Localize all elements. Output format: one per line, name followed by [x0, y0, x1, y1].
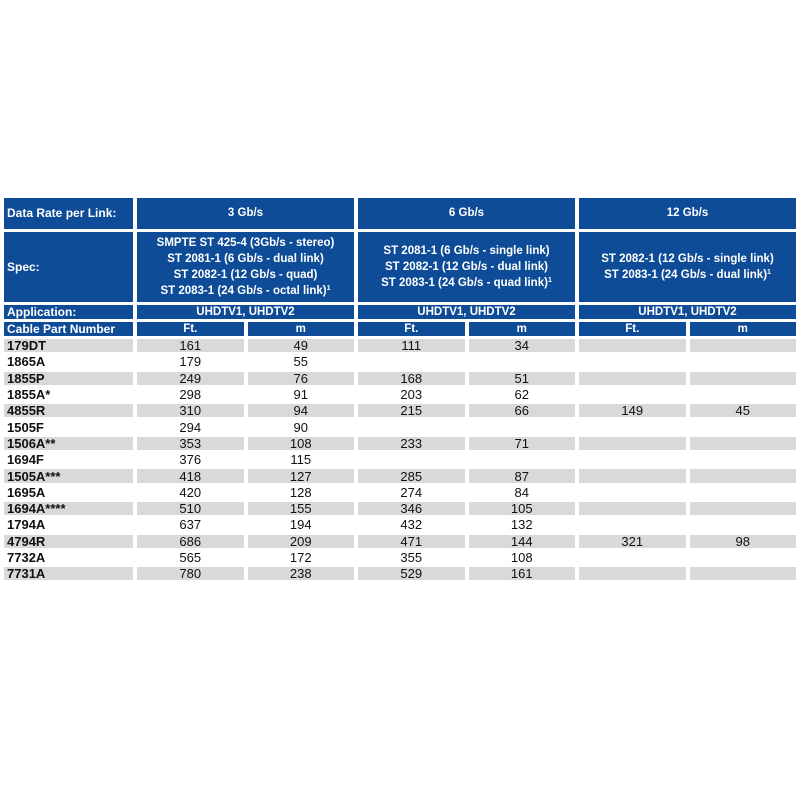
length-m-cell [690, 502, 797, 515]
spec-cell [137, 232, 354, 302]
length-ft-cell [579, 453, 686, 466]
length-ft-cell: 111 [358, 339, 465, 352]
length-m-cell: 84 [514, 484, 529, 500]
length-m-cell [690, 551, 797, 564]
length-m-cell: 132 [510, 517, 533, 533]
part-number-cell: 4794R [4, 535, 133, 548]
table-row [4, 518, 796, 531]
length-m-cell [690, 518, 797, 531]
length-ft-cell: 686 [137, 535, 244, 548]
table-row [4, 437, 796, 450]
length-m-cell [690, 355, 797, 368]
length-m-cell [690, 469, 797, 482]
table-row [4, 453, 796, 466]
length-ft-cell [579, 339, 686, 352]
length-m-cell [690, 372, 797, 385]
length-m-cell: 98 [690, 535, 797, 548]
spec-line [358, 243, 575, 259]
application-6g: UHDTV1, UHDTV2 [358, 305, 575, 319]
length-ft-cell: 637 [179, 517, 202, 533]
length-m-cell: 87 [469, 469, 576, 482]
spec-text: ST 2082-1 (12 Gb/s - single link) [601, 253, 774, 265]
length-m-cell [690, 388, 797, 401]
length-m-cell [690, 567, 797, 580]
table-row [4, 567, 796, 580]
length-ft-cell [579, 551, 686, 564]
length-m-cell: 144 [469, 535, 576, 548]
rate-6g: 6 Gb/s [358, 198, 575, 229]
length-ft-cell [579, 469, 686, 482]
length-ft-cell: 780 [137, 567, 244, 580]
length-m-cell: 91 [293, 387, 308, 403]
length-ft-cell: 168 [358, 372, 465, 385]
spec-line [358, 275, 575, 291]
length-m-cell: 108 [510, 550, 533, 565]
unit-m-3g: m [248, 322, 355, 336]
length-ft-cell [579, 502, 686, 515]
length-m-cell [469, 355, 576, 368]
spec-line [358, 259, 575, 275]
application-12g: UHDTV1, UHDTV2 [579, 305, 796, 319]
length-ft-cell: 432 [400, 517, 423, 533]
length-m-cell: 238 [248, 567, 355, 580]
length-m-cell [690, 420, 797, 433]
table-row [4, 404, 796, 417]
length-m-cell: 115 [290, 452, 312, 468]
spec-text: SMPTE ST 425-4 (3Gb/s - stereo) [156, 237, 335, 249]
spec-text: ST 2082-1 (12 Gb/s - quad) [173, 269, 318, 281]
application-3g: UHDTV1, UHDTV2 [137, 305, 354, 319]
spec-text: ST 2083-1 (24 Gb/s - octal link) [160, 285, 327, 297]
length-m-cell: 209 [248, 535, 355, 548]
length-ft-cell [579, 437, 686, 450]
part-number-cell: 7732A [7, 550, 46, 565]
table-row [4, 486, 796, 499]
length-m-cell: 66 [469, 404, 576, 417]
length-ft-cell [358, 420, 465, 433]
part-number-cell: 1855A* [7, 387, 51, 403]
length-ft-cell [579, 518, 686, 531]
length-m-cell: 172 [289, 550, 312, 565]
rate-12g: 12 Gb/s [579, 198, 796, 229]
length-ft-cell: 510 [137, 502, 244, 515]
length-ft-cell: 249 [137, 372, 244, 385]
length-ft-cell: 215 [358, 404, 465, 417]
spec-line [137, 235, 354, 251]
spec-line [137, 283, 354, 299]
application-label: Application: [4, 305, 133, 319]
length-m-cell: 194 [289, 517, 312, 533]
spec-line [579, 251, 796, 267]
part-number-cell: 4855R [4, 404, 133, 417]
spec-cell [358, 232, 575, 302]
length-ft-cell [579, 567, 686, 580]
length-ft-cell: 529 [358, 567, 465, 580]
part-number-header: Cable Part Number [4, 322, 133, 336]
spec-line [579, 267, 796, 283]
spec-text: ST 2083-1 (24 Gb/s - quad link) [381, 277, 548, 289]
length-m-cell [690, 339, 797, 352]
part-number-cell: 1865A [7, 354, 46, 370]
table-row [4, 372, 796, 385]
length-ft-cell: 353 [137, 437, 244, 450]
length-ft-cell: 376 [179, 452, 202, 468]
spec-text: ST 2082-1 (12 Gb/s - dual link) [385, 261, 548, 273]
cable-distance-table [0, 195, 800, 583]
spec-text: ST 2081-1 (6 Gb/s - single link) [383, 245, 550, 257]
table-row [4, 339, 796, 352]
part-number-cell: 1794A [7, 517, 46, 533]
table-row [4, 355, 796, 368]
table-row [4, 469, 796, 482]
part-number-cell: 1694F [7, 452, 44, 468]
length-m-cell: 71 [469, 437, 576, 450]
spec-line [137, 251, 354, 267]
length-m-cell: 155 [248, 502, 355, 515]
spec-text: ST 2081-1 (6 Gb/s - dual link) [167, 253, 324, 265]
length-ft-cell [579, 372, 686, 385]
length-m-cell: 128 [289, 484, 312, 500]
length-m-cell: 127 [248, 469, 355, 482]
length-ft-cell: 233 [358, 437, 465, 450]
length-m-cell [469, 420, 576, 433]
length-ft-cell: 310 [137, 404, 244, 417]
length-m-cell [469, 453, 576, 466]
length-ft-cell: 321 [579, 535, 686, 548]
footnote-marker: 1 [767, 269, 771, 276]
length-ft-cell: 355 [400, 550, 423, 565]
length-ft-cell: 274 [400, 484, 423, 500]
length-ft-cell: 420 [179, 484, 202, 500]
length-m-cell: 62 [514, 387, 529, 403]
unit-ft-12g: Ft. [579, 322, 686, 336]
length-ft-cell: 298 [179, 387, 202, 403]
part-number-cell: 7731A [4, 567, 133, 580]
footnote-marker: 1 [326, 285, 331, 292]
part-number-cell: 1506A** [4, 437, 133, 450]
footnote-marker: 1 [547, 277, 552, 284]
rate-3g: 3 Gb/s [137, 198, 354, 229]
unit-ft-3g: Ft. [137, 322, 244, 336]
length-ft-cell: 149 [579, 404, 686, 417]
length-ft-cell [358, 355, 465, 368]
length-ft-cell: 285 [358, 469, 465, 482]
unit-m-12g: m [690, 322, 797, 336]
length-m-cell: 161 [469, 567, 576, 580]
spec-label: Spec: [4, 232, 133, 302]
length-m-cell: 105 [469, 502, 576, 515]
length-m-cell: 49 [248, 339, 355, 352]
table-row [4, 388, 796, 401]
spec-cell [579, 232, 796, 302]
length-ft-cell: 179 [179, 354, 202, 370]
length-ft-cell: 346 [358, 502, 465, 515]
length-ft-cell [579, 486, 686, 499]
length-ft-cell [579, 355, 686, 368]
part-number-cell: 1695A [7, 484, 46, 500]
length-ft-cell: 418 [137, 469, 244, 482]
length-ft-cell: 565 [179, 550, 202, 565]
table-row [4, 502, 796, 515]
unit-ft-6g: Ft. [358, 322, 465, 336]
part-number-cell: 1505F [7, 419, 44, 435]
part-number-cell: 1505A*** [4, 469, 133, 482]
length-m-cell: 94 [248, 404, 355, 417]
length-m-cell [690, 453, 797, 466]
length-ft-cell [579, 388, 686, 401]
unit-m-6g: m [469, 322, 576, 336]
length-m-cell: 55 [293, 354, 308, 370]
spec-line [137, 267, 354, 283]
length-m-cell: 76 [248, 372, 355, 385]
length-ft-cell: 294 [179, 419, 202, 435]
part-number-cell: 1694A**** [4, 502, 133, 515]
data-rate-label: Data Rate per Link: [4, 198, 133, 229]
length-m-cell: 51 [469, 372, 576, 385]
table-row [4, 420, 796, 433]
length-ft-cell [579, 420, 686, 433]
length-ft-cell: 203 [400, 387, 423, 403]
table-row [4, 535, 796, 548]
length-m-cell [690, 437, 797, 450]
length-ft-cell: 161 [137, 339, 244, 352]
table-row [4, 551, 796, 564]
length-m-cell: 90 [293, 419, 308, 435]
length-m-cell: 45 [690, 404, 797, 417]
part-number-cell: 1855P [4, 372, 133, 385]
length-ft-cell [358, 453, 465, 466]
spec-text: ST 2083-1 (24 Gb/s - dual link) [604, 269, 768, 281]
length-m-cell: 108 [248, 437, 355, 450]
part-number-cell: 179DT [4, 339, 133, 352]
length-m-cell [690, 486, 797, 499]
length-ft-cell: 471 [358, 535, 465, 548]
length-m-cell: 34 [469, 339, 576, 352]
